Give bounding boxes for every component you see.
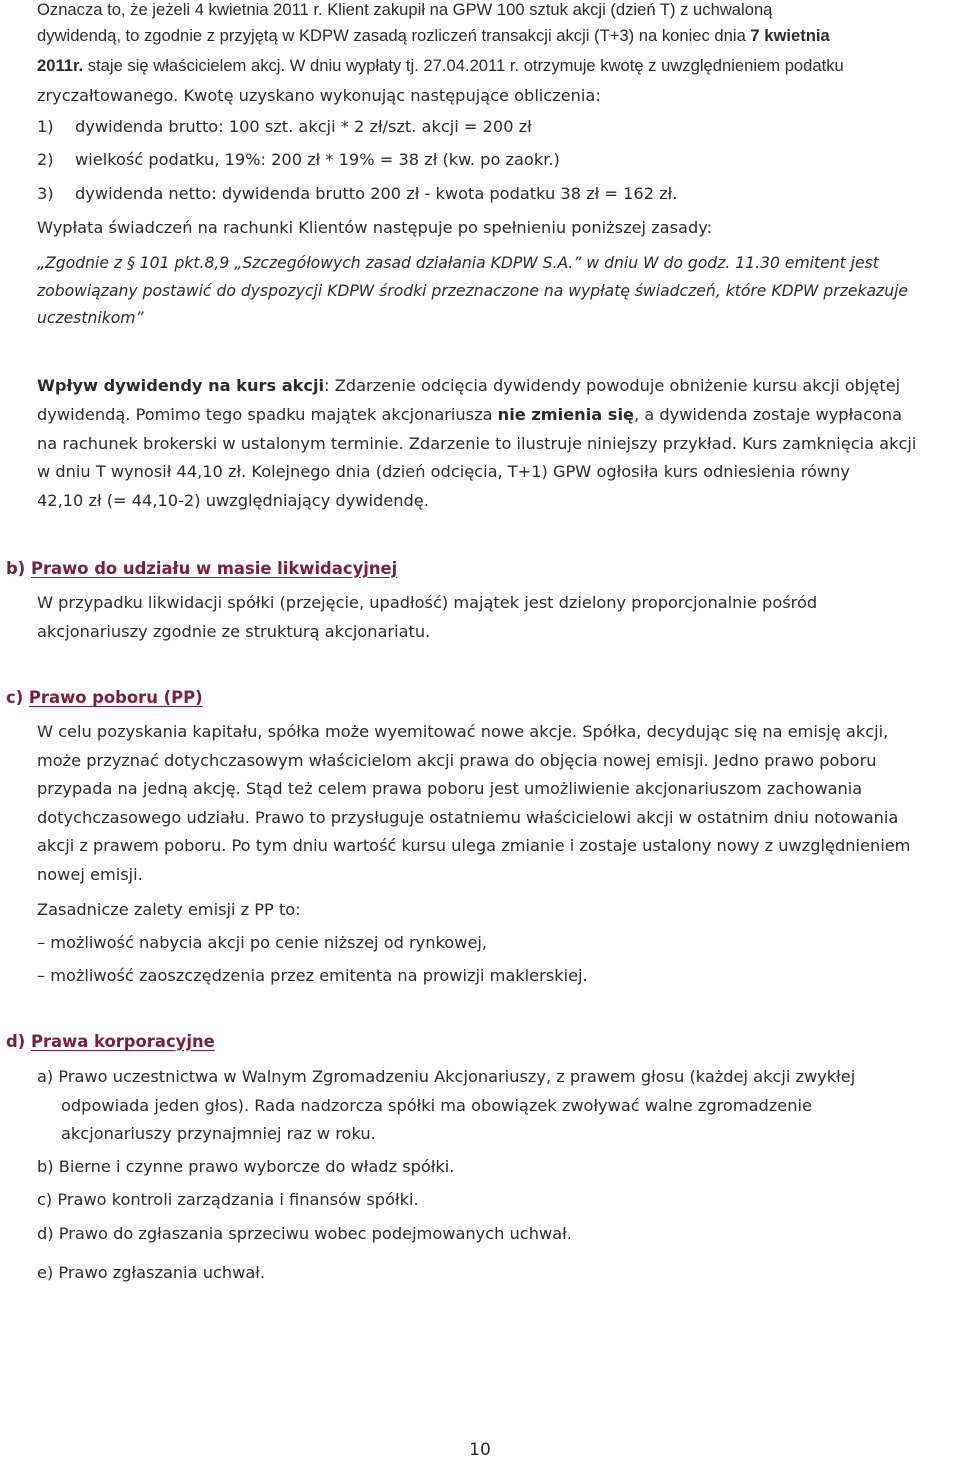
section-c-heading: [6, 688, 203, 707]
quote-line-2: zobowiązany postawić do dyspozycji KDPW środki przeznaczone na wypłatę świadczeń, które KDPW przekazuje: [37, 282, 909, 300]
section-d-item-a-line-1: a) Prawo uczestnictwa w Walnym Zgromadzeniu Akcjonariuszy, z prawem głosu (każdej akcji zwykłej: [37, 1067, 856, 1086]
impact-line-4: w dniu T wynosił 44,10 zł. Kolejnego dnia (dzień odcięcia, T+1) GPW ogłosiła kurs odniesienia równy: [37, 462, 850, 481]
section-c-title: Prawo poboru (PP): [28, 688, 203, 707]
intro-line-2-bold: 7 kwietnia: [750, 26, 830, 45]
calc-item-1: [37, 117, 532, 136]
section-b-line-1: W przypadku likwidacji spółki (przejęcie, upadłość) majątek jest dzielony proporcjonalnie pośród: [37, 593, 818, 612]
impact-label: Wpływ dywidendy na kurs akcji: [37, 376, 325, 395]
calc-num: 1): [37, 117, 54, 136]
section-d-item-b: b) Bierne i czynne prawo wyborcze do władz spółki.: [37, 1157, 455, 1176]
impact-line-2a: dywidendą. Pomimo tego spadku majątek akcjonariusza: [37, 405, 498, 424]
advantage-item-2: – możliwość zaoszczędzenia przez emitenta na prowizji maklerskiej.: [37, 966, 588, 985]
impact-line-2: [37, 405, 902, 424]
section-d-item-e: e) Prawo zgłaszania uchwał.: [37, 1263, 266, 1282]
section-c-prefix: c): [6, 688, 29, 707]
intro-line-3-bold: 2011r.: [37, 56, 84, 75]
intro-line-4: zryczałtowanego. Kwotę uzyskano wykonując następujące obliczenia:: [37, 86, 601, 105]
impact-line-5: 42,10 zł (= 44,10-2) uwzględniający dywidendę.: [37, 491, 429, 510]
quote-line-1: „Zgodnie z § 101 pkt.8,9 „Szczegółowych zasad działania KDPW S.A.” w dniu W do godz. 11.30 emitent jest: [37, 254, 879, 272]
advantages-title: Zasadnicze zalety emisji z PP to:: [37, 900, 301, 919]
section-c-line-6: nowej emisji.: [37, 865, 143, 884]
calc-item-3: [37, 184, 677, 203]
intro-line-3-text: staje się właścicielem akcj. W dniu wypłaty tj. 27.04.2011 r. otrzymuje kwotę z uwzględnieniem podatku: [83, 56, 844, 75]
intro-line-1: Oznacza to, że jeżeli 4 kwietnia 2011 r. Klient zakupił na GPW 100 sztuk akcji (dzień T) z uchwaloną: [37, 0, 773, 19]
section-d-item-c: c) Prawo kontroli zarządzania i finansów spółki.: [37, 1190, 419, 1209]
section-d-heading: [6, 1032, 215, 1051]
section-d-prefix: d): [6, 1032, 31, 1051]
section-b-prefix: b): [6, 559, 31, 578]
quote-line-3: uczestnikom”: [37, 309, 144, 327]
section-c-line-5: akcji z prawem poboru. Po tym dniu wartość kursu ulega zmianie i zostaje ustalony nowy z uwzględnieniem: [37, 836, 911, 855]
calc-text: dywidenda netto: dywidenda brutto 200 zł - kwota podatku 38 zł = 162 zł.: [75, 184, 678, 203]
section-b-heading: [6, 559, 397, 578]
section-d-title: Prawa korporacyjne: [30, 1032, 215, 1051]
impact-line-3: na rachunek brokerski w ustalonym terminie. Zdarzenie to ilustruje niniejszy przykład. Kurs zamknięcia akcji: [37, 434, 917, 453]
section-b-title: Prawo do udziału w masie likwidacyjnej: [30, 559, 398, 578]
page-number: 10: [469, 1440, 491, 1460]
intro-line-2-text: dywidendą, to zgodnie z przyjętą w KDPW zasadą rozliczeń transakcji akcji (T+3) na koniec dnia: [37, 26, 751, 45]
section-d-item-a-line-3: akcjonariuszy przynajmniej raz w roku.: [61, 1124, 376, 1143]
section-c-line-4: dotychczasowego udziału. Prawo to przysługuje ostatniemu właścicielowi akcji w ostatnim dniu notowania: [37, 808, 899, 827]
impact-line-1-text: : Zdarzenie odcięcia dywidendy powoduje obniżenie kursu akcji objętej: [324, 376, 901, 395]
calc-item-2: [37, 150, 560, 169]
calc-num: 3): [37, 184, 54, 203]
section-c-line-2: może przyznać dotychczasowym właścicielom akcji prawa do objęcia nowej emisji. Jedno prawo poboru: [37, 751, 877, 770]
section-b-line-2: akcjonariuszy zgodnie ze strukturą akcjonariatu.: [37, 622, 431, 641]
section-d-item-d: d) Prawo do zgłaszania sprzeciwu wobec podejmowanych uchwał.: [37, 1224, 572, 1243]
section-c-line-3: przypada na jedną akcję. Stąd też celem prawa poboru jest umożliwienie akcjonariuszom zachowania: [37, 779, 863, 798]
intro-line-3: [37, 56, 844, 76]
impact-line-1: [37, 376, 900, 395]
section-c-line-1: W celu pozyskania kapitału, spółka może wyemitować nowe akcje. Spółka, decydując się na emisję akcji,: [37, 722, 889, 741]
impact-line-2b: , a dywidenda zostaje wypłacona: [633, 405, 903, 424]
impact-line-2-bold: nie zmienia się: [497, 405, 634, 424]
calc-text: wielkość podatku, 19%: 200 zł * 19% = 38 zł (kw. po zaokr.): [75, 150, 560, 169]
section-d-item-a-line-2: odpowiada jeden głos). Rada nadzorcza spółki ma obowiązek zwoływać walne zgromadzenie: [61, 1096, 812, 1115]
calc-num: 2): [37, 150, 54, 169]
advantage-item-1: – możliwość nabycia akcji po cenie niższej od rynkowej,: [37, 933, 488, 952]
calc-text: dywidenda brutto: 100 szt. akcji * 2 zł/szt. akcji = 200 zł: [75, 117, 532, 136]
intro-line-2: [37, 26, 830, 46]
payout-rule: Wypłata świadczeń na rachunki Klientów następuje po spełnieniu poniższej zasady:: [37, 218, 713, 237]
